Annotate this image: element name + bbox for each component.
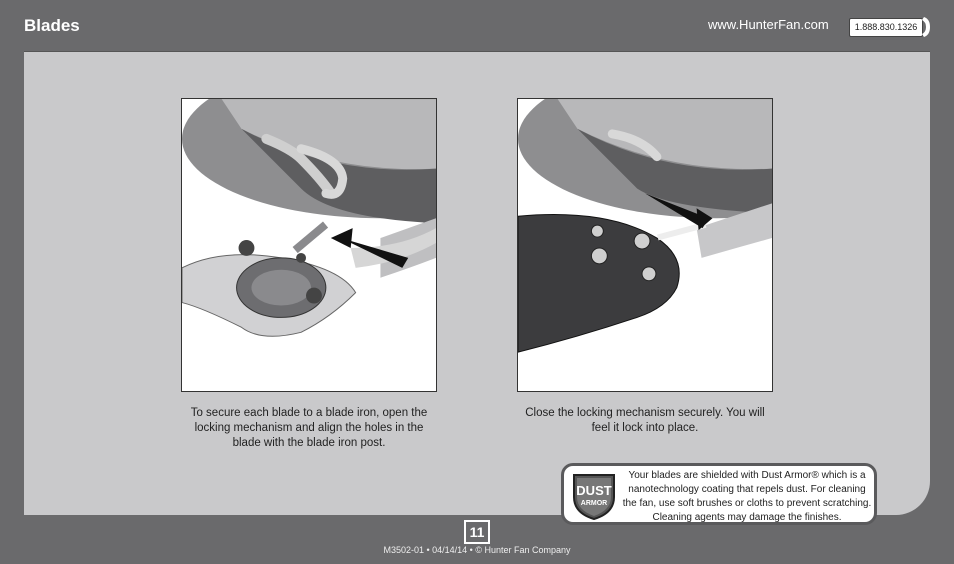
dust-armor-notice — [561, 463, 877, 525]
step1-caption: To secure each blade to a blade iron, open the locking mechanism and align the holes in the blade with the blade iron post. — [190, 407, 428, 449]
step2-caption: Close the locking mechanism securely. You will feel it lock into place. — [525, 407, 765, 434]
phone-number: 1.888.830.1326 — [849, 18, 923, 37]
step1-illustration — [181, 98, 437, 392]
svg-text:DUST: DUST — [576, 483, 612, 498]
dust-armor-logo-icon — [570, 471, 618, 521]
page-title: Blades — [24, 16, 80, 35]
content-panel — [24, 51, 930, 515]
page-number: 11 — [464, 520, 490, 544]
footer-doc-info: M3502-01 • 04/14/14 • © Hunter Fan Company — [383, 545, 571, 555]
website-link[interactable]: www.HunterFan.com — [708, 17, 829, 32]
phone-handset-icon — [921, 16, 931, 38]
svg-text:ARMOR: ARMOR — [580, 500, 608, 507]
dust-armor-text: Your blades are shielded with Dust Armor® which is a nanotechnology coating that repels dust. For cleaning the fan, use soft brushes or cloths to prevent scratching. Cleaning agents may damage the finishes. — [622, 470, 872, 523]
step2-illustration — [517, 98, 773, 392]
